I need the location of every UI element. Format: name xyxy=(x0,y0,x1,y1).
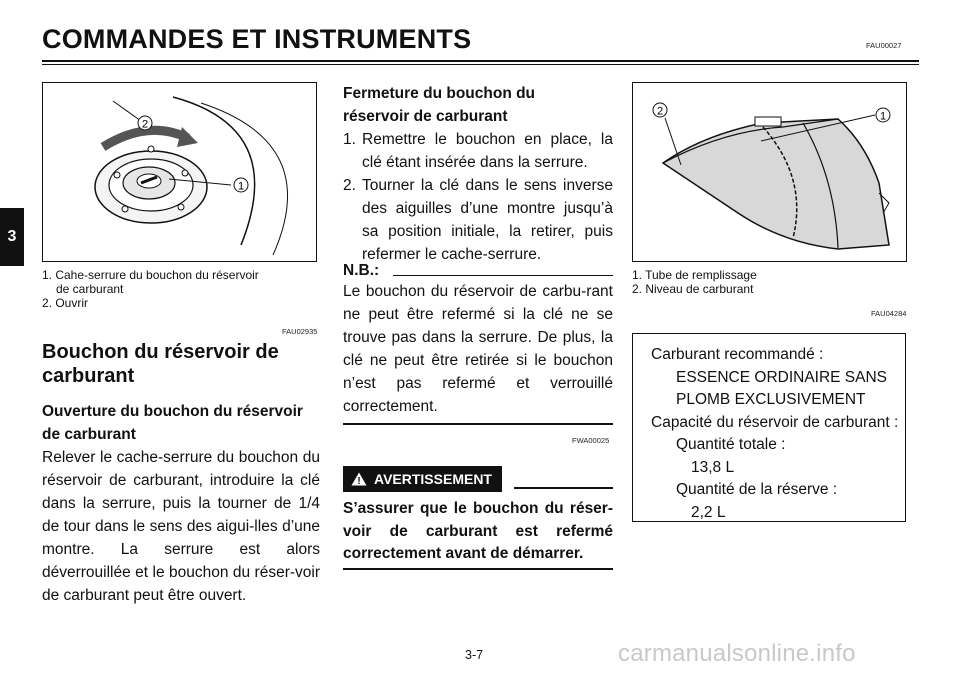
fuel-cap-illustration xyxy=(43,83,316,261)
opening-heading-line: de carburant xyxy=(42,426,136,443)
note-block xyxy=(343,262,613,425)
closing-heading-line: réservoir de carburant xyxy=(343,108,508,125)
spec-total-label: Quantité totale : xyxy=(676,436,786,453)
figure-callout-2: 2 xyxy=(141,118,149,131)
reference-code: FAU04284 xyxy=(871,309,907,318)
fuel-spec-box xyxy=(632,333,906,522)
spec-fuel-value: PLOMB EXCLUSIVEMENT xyxy=(676,391,866,408)
spec-fuel-label: Carburant recommandé : xyxy=(651,346,824,363)
caption-line: 2. Ouvrir xyxy=(42,296,89,310)
caption-line: de carburant xyxy=(56,282,124,296)
warning-rule xyxy=(514,487,613,489)
fuel-tank-figure-caption xyxy=(632,268,905,296)
step-number: 1. xyxy=(343,131,356,148)
spec-reserve-value: 2,2 L xyxy=(691,503,726,521)
warning-badge xyxy=(343,466,502,492)
header-code: FAU00027 xyxy=(866,41,902,50)
warning-exclamation: ! xyxy=(357,476,361,486)
caption-line: 2. Niveau de carburant xyxy=(632,282,754,296)
note-label: N.B.: xyxy=(343,262,380,279)
warning-header xyxy=(343,466,613,492)
reference-code: FAU02935 xyxy=(282,327,318,336)
page-number: 3-7 xyxy=(465,648,484,662)
section-title-line: Bouchon du réservoir de xyxy=(42,341,279,363)
closing-section xyxy=(343,82,613,266)
figure-callout-1: 1 xyxy=(237,180,245,193)
warning-text: S’assurer que le bouchon du réser-voir de carburant est refermé correctement avant de démarrer. xyxy=(343,500,613,562)
warning-code: FWA00025 xyxy=(572,436,610,445)
caption-line: 1. Cahe-serrure du bouchon du réservoir xyxy=(42,268,259,282)
note-rule xyxy=(393,275,613,277)
step-text: Tourner la clé dans le sens inverse des aiguilles d’une montre jusqu’à sa position initiale, la retirer, puis refermer le cache-serrure. xyxy=(362,177,613,263)
warning-triangle-icon xyxy=(351,472,367,486)
spec-total-value: 13,8 L xyxy=(691,458,735,476)
section-title-line: carburant xyxy=(42,365,135,387)
closing-step xyxy=(343,128,613,174)
spec-reserve-label: Quantité de la réserve : xyxy=(676,481,838,498)
page-header-title: COMMANDES ET INSTRUMENTS xyxy=(42,24,472,54)
closing-heading-line: Fermeture du bouchon du xyxy=(343,85,536,102)
caption-line: 1. Tube de remplissage xyxy=(632,268,757,282)
header-rule-thin xyxy=(42,64,919,65)
opening-heading-line: Ouverture du bouchon du réservoir xyxy=(42,403,303,420)
header-rule xyxy=(42,60,919,62)
closing-step xyxy=(343,174,613,266)
spec-content xyxy=(633,334,905,524)
warning-label: AVERTISSEMENT xyxy=(374,471,492,487)
figure-callout-1: 1 xyxy=(879,110,887,123)
fuel-tank-illustration xyxy=(633,83,906,261)
spec-capacity-label: Capacité du réservoir de carburant : xyxy=(651,413,899,431)
note-end-rule xyxy=(343,423,613,425)
fuel-tank-figure xyxy=(632,82,907,262)
step-text: Remettre le bouchon en place, la clé étant insérée dans la serrure. xyxy=(362,131,613,171)
opening-text: Relever le cache-serrure du bouchon du réservoir de carburant, introduire la clé dans la serrure, puis la tourner de 1/4 de tour dans le sens des aigui-lles d’une montre. La serrure est alors déverrouillée et le bouchon du réser-voir de carburant peut être ouvert. xyxy=(42,449,320,604)
note-header xyxy=(343,262,613,280)
note-text: Le bouchon du réservoir de carbu-rant ne peut être refermé si la clé ne se trouve pas dans la serrure. De plus, la clé ne peut être retirée si le bouchon n’est pas refermé et verrouillé correctement. xyxy=(343,283,613,415)
figure-callout-2: 2 xyxy=(656,105,664,118)
watermark: carmanualsonline.info xyxy=(618,640,856,667)
fuel-cap-figure xyxy=(42,82,317,262)
chapter-tab: 3 xyxy=(0,208,24,266)
spec-fuel-value: ESSENCE ORDINAIRE SANS xyxy=(676,368,888,386)
fuel-cap-figure-caption xyxy=(42,268,315,310)
section-title xyxy=(42,340,317,388)
opening-section xyxy=(42,400,320,607)
warning-end-rule xyxy=(343,568,613,570)
step-number: 2. xyxy=(343,177,356,194)
